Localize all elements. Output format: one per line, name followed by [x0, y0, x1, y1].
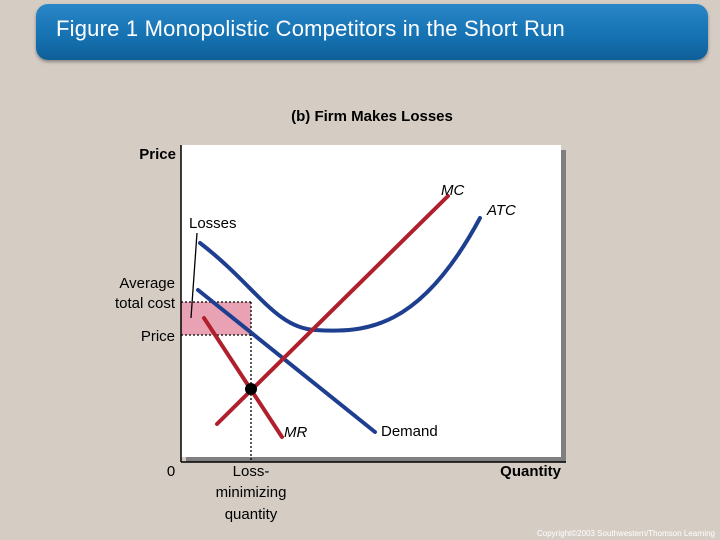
y-axis-label: Price — [139, 146, 176, 163]
quantity-label-line1: Loss- — [232, 463, 270, 480]
origin-label: 0 — [166, 463, 176, 480]
mr-mc-intersection-point — [245, 383, 257, 395]
losses-label: Losses — [189, 215, 237, 232]
mc-label: MC — [441, 182, 465, 199]
panel-title: (b) Firm Makes Losses — [291, 108, 453, 125]
demand-label: Demand — [381, 423, 438, 440]
price-level-label: Price — [140, 328, 175, 345]
quantity-label-line3: quantity — [224, 506, 278, 523]
average-total-cost-label-line1: Average — [119, 275, 175, 292]
average-total-cost-label-line2: total cost — [114, 295, 175, 312]
quantity-label-line2: minimizing — [215, 484, 287, 501]
copyright-notice: Copyright©2003 Southwestern/Thomson Learning — [537, 529, 715, 538]
mr-label: MR — [284, 424, 308, 441]
plot-area — [181, 145, 561, 457]
x-axis-label: Quantity — [500, 463, 561, 480]
atc-label: ATC — [487, 202, 516, 219]
slide-title: Figure 1 Monopolistic Competitors in the Short Run — [56, 16, 565, 41]
